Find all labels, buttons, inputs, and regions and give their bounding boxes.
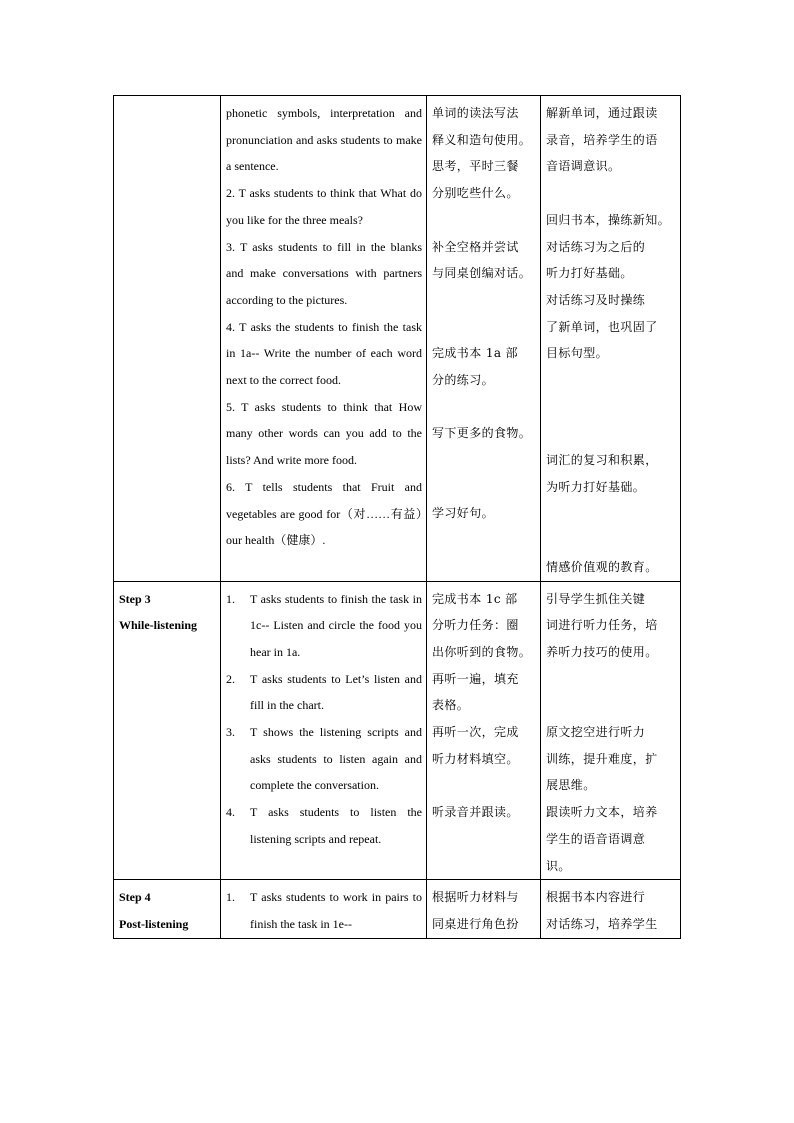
step-name: While-listening <box>119 618 198 633</box>
step-number: Step 4 <box>119 890 151 905</box>
purpose-line: 为听力打好基础。 <box>546 479 646 494</box>
purpose-cell <box>541 96 681 582</box>
table-row <box>114 880 681 938</box>
list-item: 1. T asks students to work in pairs to finish the task in 1e-- <box>226 890 422 931</box>
activity-text: 2. T asks students to think that What do you like for the three meals? <box>226 186 422 227</box>
student-line: 再听一遍，填充 <box>432 671 519 686</box>
teacher-activity-cell <box>221 880 427 938</box>
purpose-line: 对话练习为之后的 <box>546 239 646 254</box>
step-name: Post-listening <box>119 916 189 931</box>
purpose-line: 根据书本内容进行 <box>546 890 646 905</box>
student-line: 学习好句。 <box>432 506 495 521</box>
purpose-line: 词进行听力任务，培 <box>546 618 658 633</box>
student-activity-cell <box>427 581 541 880</box>
purpose-line: 音语调意识。 <box>546 159 621 174</box>
student-line: 听力材料填空。 <box>432 751 519 766</box>
purpose-line: 跟读听力文本，培养 <box>546 805 658 820</box>
list-item: 4. T asks students to listen the listening scripts and repeat. <box>226 805 422 846</box>
student-line: 思考，平时三餐 <box>432 159 519 174</box>
step-cell <box>114 880 221 938</box>
student-activity-cell <box>427 96 541 582</box>
purpose-line: 了新单词，也巩固了 <box>546 319 658 334</box>
purpose-line: 识。 <box>546 858 571 873</box>
purpose-line: 解新单词，通过跟读 <box>546 106 658 120</box>
activity-text: 5. T asks students to think that How many other words can you add to the lists? And write more food. <box>226 399 422 468</box>
student-line: 出你听到的食物。 <box>432 644 532 659</box>
list-item: 2. T asks students to Let’s listen and fill in the chart. <box>226 671 422 713</box>
purpose-line: 学生的语音语调意 <box>546 831 646 846</box>
purpose-line: 训练，提升难度，扩 <box>546 751 658 766</box>
student-line: 完成书本 1a 部 <box>432 346 519 361</box>
student-line: 与同桌创编对话。 <box>432 266 532 281</box>
purpose-line: 听力打好基础。 <box>546 266 633 281</box>
purpose-line: 原文挖空进行听力 <box>546 725 646 740</box>
student-line: 根据听力材料与 <box>432 890 519 905</box>
purpose-line: 词汇的复习和积累， <box>546 453 658 468</box>
purpose-line: 展思维。 <box>546 778 596 793</box>
purpose-line: 对话练习及时操练 <box>546 292 646 307</box>
teacher-activity-cell <box>221 96 427 582</box>
student-line: 完成书本 1c 部 <box>432 591 518 606</box>
purpose-line: 录音，培养学生的语 <box>546 132 658 147</box>
step-cell <box>114 96 221 582</box>
step-cell <box>114 581 221 880</box>
purpose-line: 引导学生抓住关键 <box>546 591 646 606</box>
teacher-activity-cell <box>221 581 427 880</box>
activity-text: 4. T asks the students to finish the task in 1a-- Write the number of each word next to the correct food. <box>226 319 422 388</box>
student-line: 再听一次，完成 <box>432 725 519 740</box>
activity-text: phonetic symbols, interpretation and pronunciation and asks students to make a sentence. <box>226 106 422 174</box>
student-line: 听录音并跟读。 <box>432 805 519 820</box>
student-line: 写下更多的食物。 <box>432 426 532 441</box>
purpose-line: 对话练习，培养学生 <box>546 916 658 931</box>
purpose-line: 目标句型。 <box>546 346 609 361</box>
table-row <box>114 581 681 880</box>
purpose-cell <box>541 581 681 880</box>
student-line: 补全空格并尝试 <box>432 239 519 254</box>
purpose-line: 养听力技巧的使用。 <box>546 644 658 659</box>
table-row <box>114 96 681 582</box>
student-line: 分的练习。 <box>432 372 495 387</box>
activity-text: 3. T asks students to fill in the blanks and make conversations with partners according to the pictures. <box>226 239 422 307</box>
student-line: 同桌进行角色扮 <box>432 916 519 931</box>
student-line: 释义和造句使用。 <box>432 132 532 147</box>
list-item: 3. T shows the listening scripts and asks students to listen again and complete the conversation. <box>226 725 422 793</box>
purpose-line: 回归书本，操练新知。 <box>546 212 671 227</box>
list-item: 1. T asks students to finish the task in 1c-- Listen and circle the food you hear in 1a. <box>226 591 422 659</box>
student-activity-cell <box>427 880 541 938</box>
student-line: 分别吃些什么。 <box>432 186 519 201</box>
activity-text: 6. T tells students that Fruit and vegetables are good for（对……有益）our health（健康）. <box>226 479 422 548</box>
student-line: 分听力任务：圈 <box>432 618 519 633</box>
lesson-plan-table <box>113 95 681 939</box>
step-number: Step 3 <box>119 591 151 606</box>
student-line: 表格。 <box>432 698 470 713</box>
purpose-line: 情感价值观的教育。 <box>546 559 658 574</box>
student-line: 单词的读法写法 <box>432 106 519 120</box>
purpose-cell <box>541 880 681 938</box>
